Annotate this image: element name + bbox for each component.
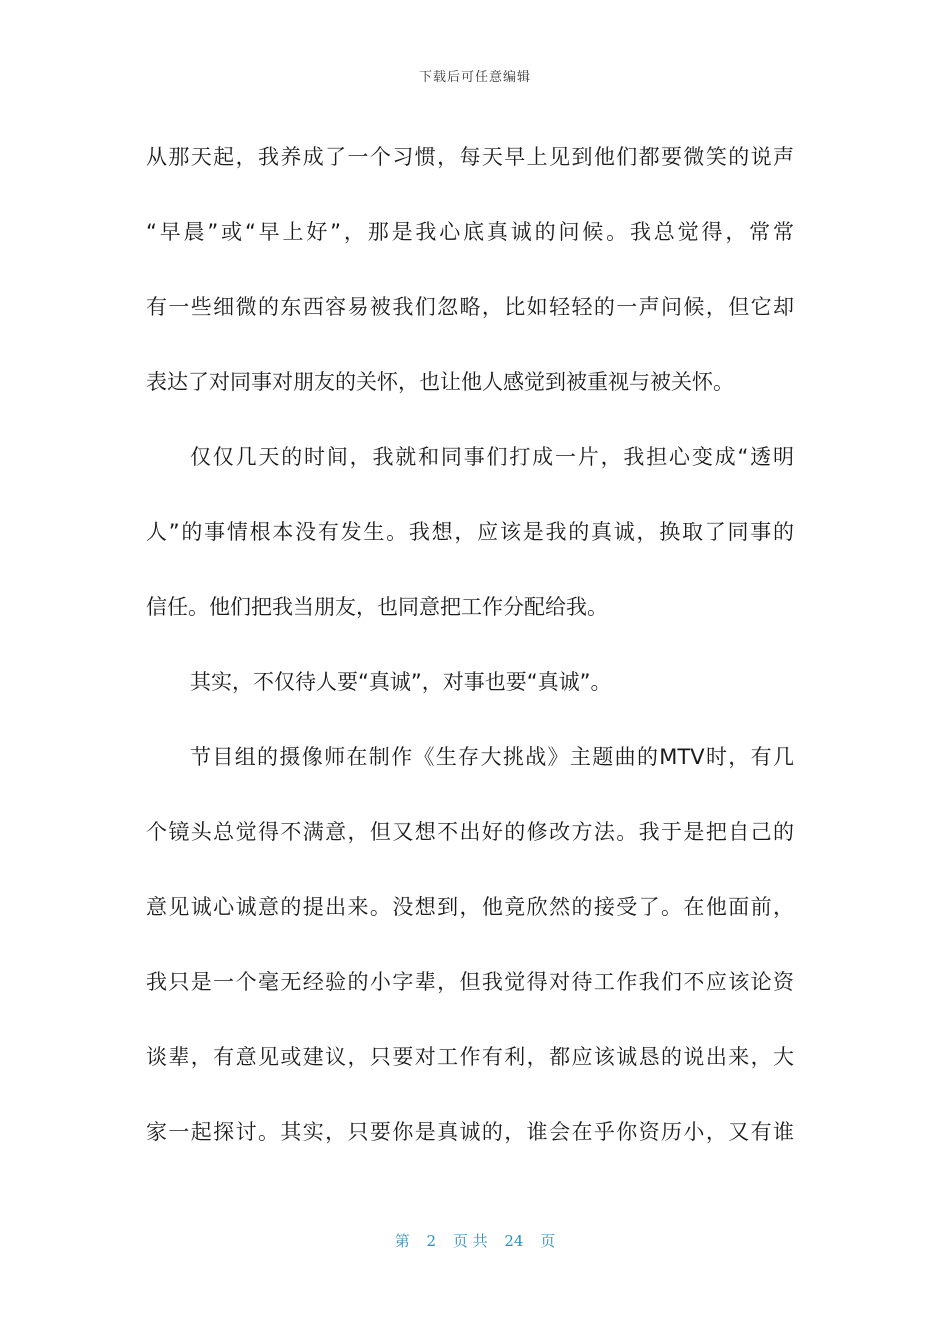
footer-current-page: 2 <box>426 1232 437 1250</box>
text-line: 人”的事情根本没有发生。我想，应该是我的真诚，换取了同事的 <box>146 520 794 544</box>
text-line: 意见诚心诚意的提出来。没想到，他竟欣然的接受了。在他面前， <box>146 895 794 919</box>
text-line: 表达了对同事对朋友的关怀，也让他人感觉到被重视与被关怀。 <box>146 370 734 394</box>
text-line: 其实，不仅待人要“真诚”，对事也要“真诚”。 <box>190 670 612 694</box>
footer-suffix: 页 <box>540 1232 556 1250</box>
footer-total-pages: 24 <box>504 1232 524 1250</box>
header-note: 下载后可任意编辑 <box>418 70 531 85</box>
text-line: 有一些细微的东西容易被我们忽略，比如轻轻的一声问候，但它却 <box>146 295 794 319</box>
text-line: 仅仅几天的时间，我就和同事们打成一片，我担心变成“透明 <box>190 445 794 469</box>
text-line: 节目组的摄像师在制作《生存大挑战》主题曲的MTV时，有几 <box>190 745 794 769</box>
text-line: 家一起探讨。其实，只要你是真诚的，谁会在乎你资历小，又有谁 <box>146 1120 794 1144</box>
text-line: “早晨”或“早上好”，那是我心底真诚的问候。我总觉得，常常 <box>146 220 794 244</box>
text-line: 个镜头总觉得不满意，但又想不出好的修改方法。我于是把自己的 <box>146 820 794 844</box>
text-line: 从那天起，我养成了一个习惯，每天早上见到他们都要微笑的说声 <box>146 145 794 169</box>
footer-middle: 页 共 <box>452 1232 488 1250</box>
body-text <box>146 120 794 1170</box>
text-line: 我只是一个毫无经验的小字辈，但我觉得对待工作我们不应该论资 <box>146 970 794 994</box>
text-line: 信任。他们把我当朋友，也同意把工作分配给我。 <box>146 595 608 619</box>
footer-prefix: 第 <box>394 1232 410 1250</box>
text-line: 谈辈，有意见或建议，只要对工作有利，都应该诚恳的说出来，大 <box>146 1045 794 1069</box>
page-footer <box>0 1230 950 1251</box>
